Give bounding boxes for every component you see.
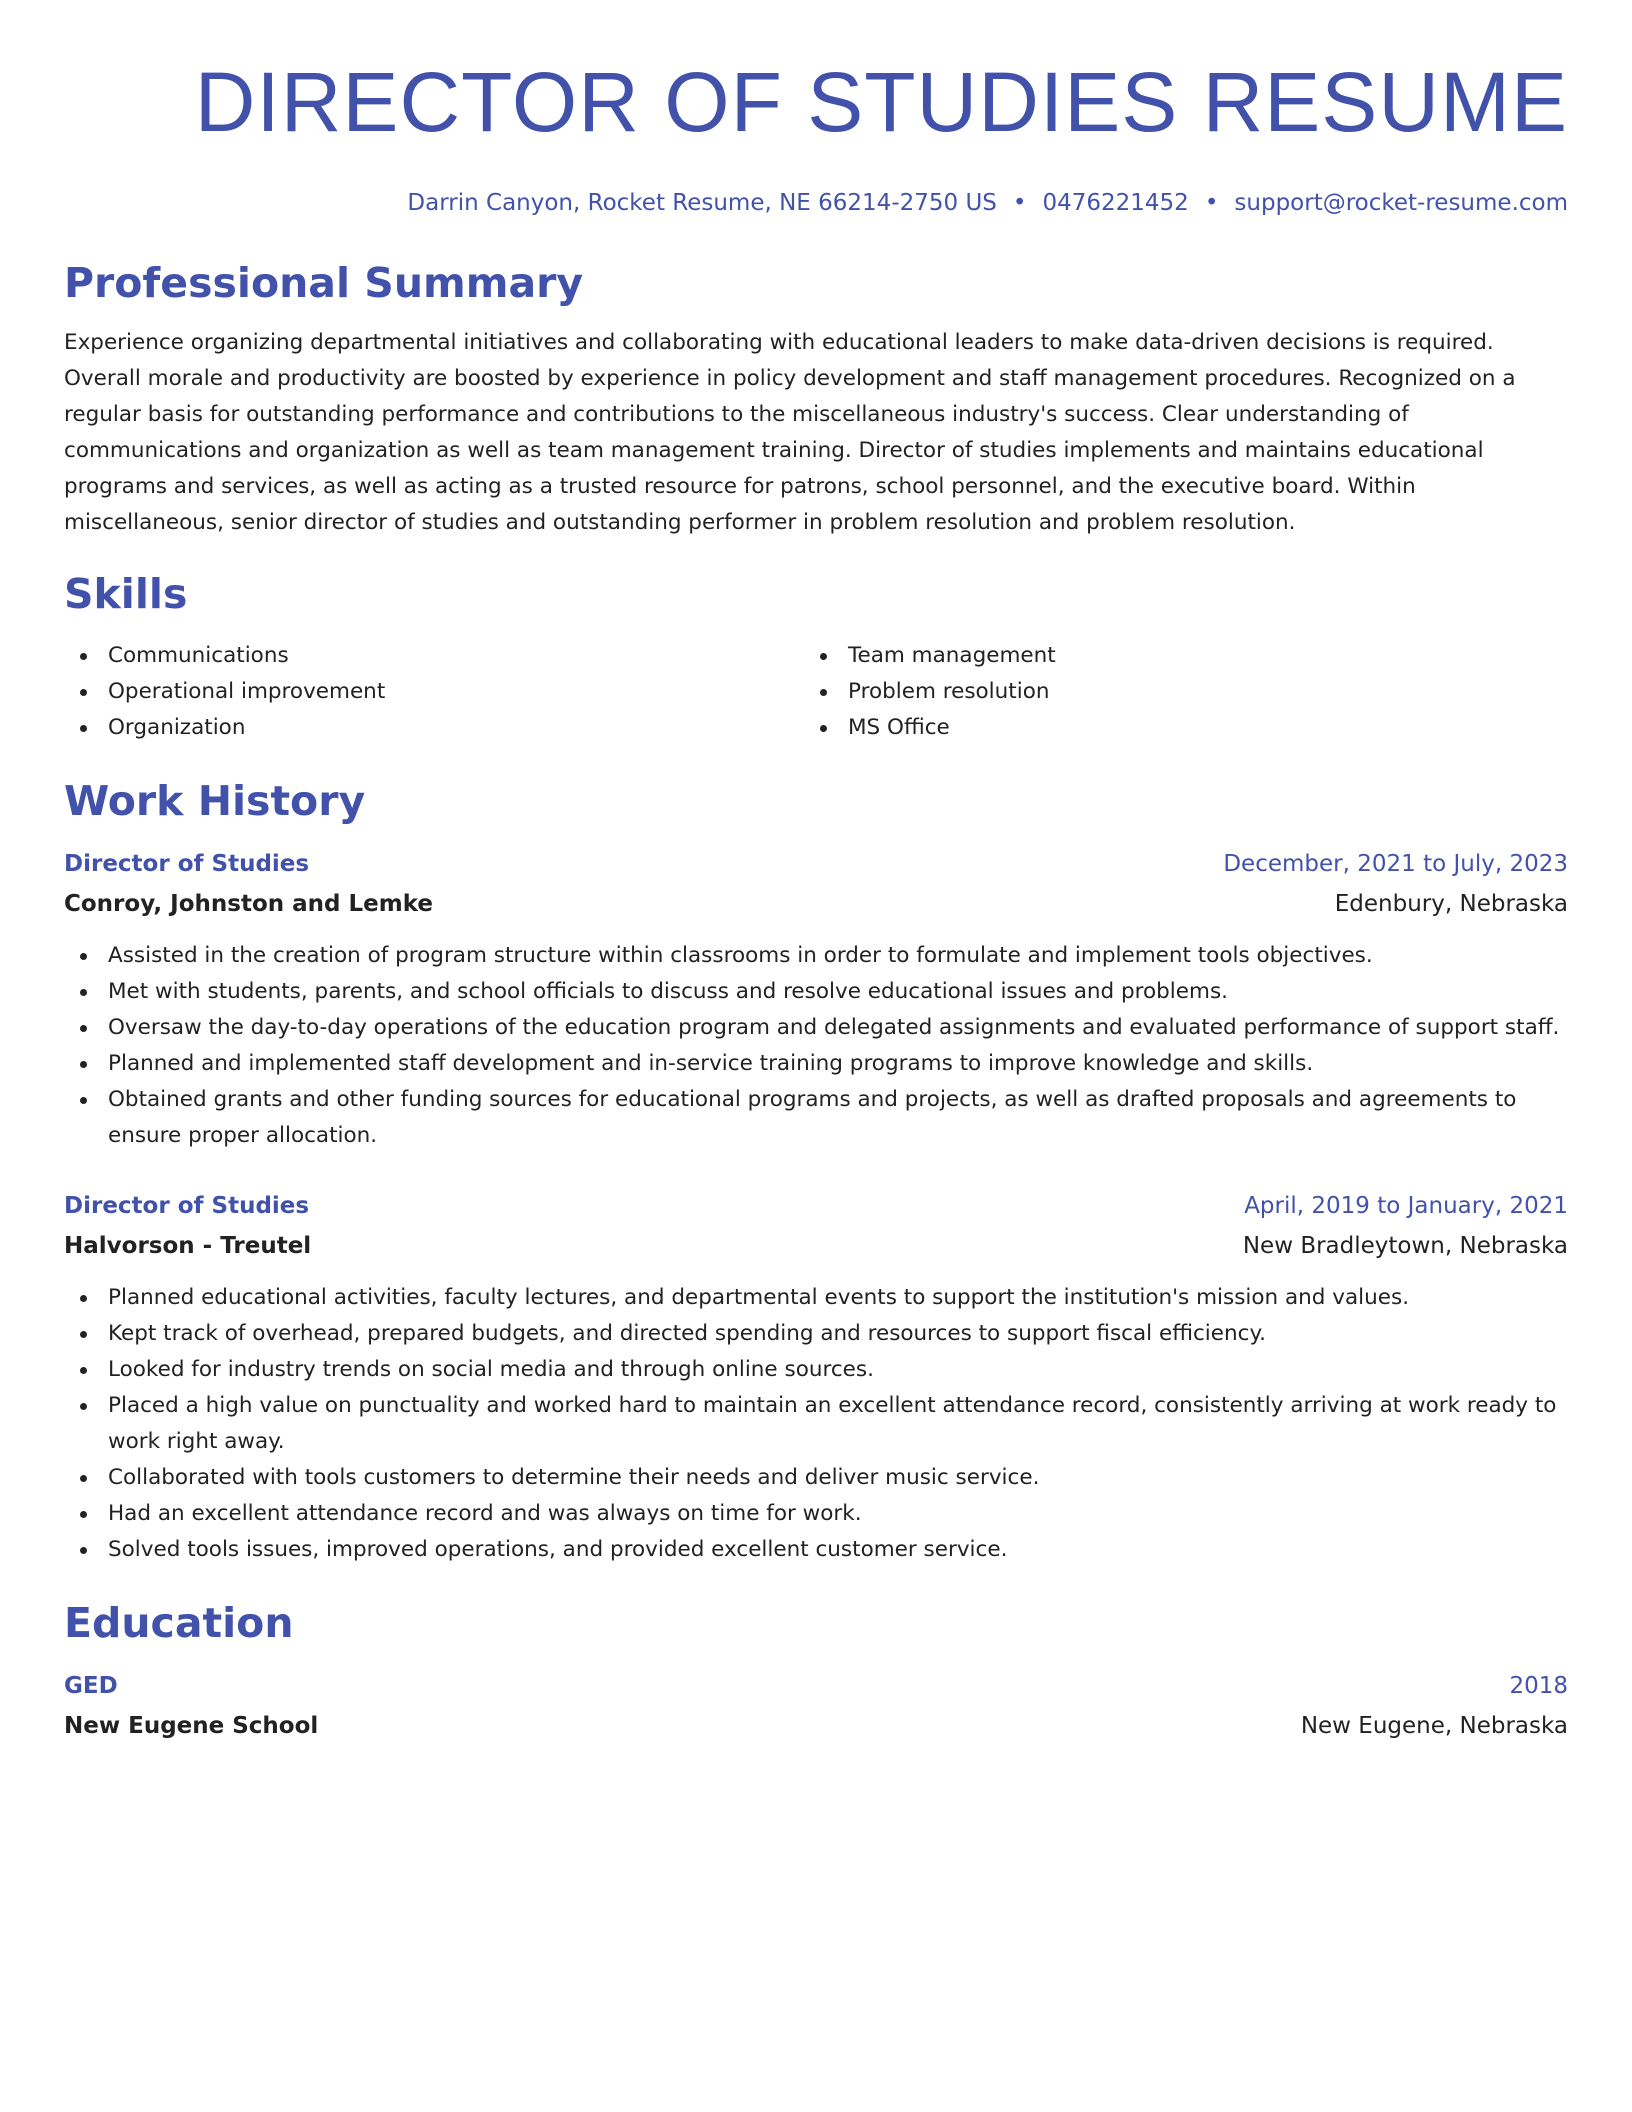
skill-item: Communications	[64, 638, 804, 674]
skill-item: Operational improvement	[64, 674, 804, 710]
skills-heading: Skills	[64, 570, 188, 618]
job-bullet: Planned and implemented staff development and in-service training programs to improve knowledge and skills.	[64, 1046, 1568, 1082]
skills-list	[64, 638, 1568, 746]
job-bullet: Planned educational activities, faculty lectures, and departmental events to support the institution's mission and values.	[64, 1280, 1568, 1316]
contact-phone: 0476221452	[1042, 190, 1189, 216]
skill-item: Organization	[64, 710, 804, 746]
work-history-heading: Work History	[64, 777, 366, 825]
job-header	[64, 846, 1568, 882]
job-dates: December, 2021 to July, 2023	[1223, 851, 1568, 877]
education-degree: GED	[64, 1673, 118, 1699]
contact-separator: •	[1012, 190, 1027, 216]
job-location: Edenbury, Nebraska	[1334, 891, 1568, 917]
job-company: Conroy, Johnston and Lemke	[64, 891, 433, 917]
education-header	[64, 1668, 1568, 1704]
job-bullet: Looked for industry trends on social media and through online sources.	[64, 1352, 1568, 1388]
contact-separator: •	[1204, 190, 1219, 216]
job-bullet: Solved tools issues, improved operations, and provided excellent customer service.	[64, 1532, 1568, 1568]
skill-item: MS Office	[804, 710, 1544, 746]
education-school: New Eugene School	[64, 1713, 319, 1739]
contact-email: support@rocket-resume.com	[1234, 190, 1568, 216]
job-location: New Bradleytown, Nebraska	[1242, 1233, 1568, 1259]
job-bullet: Obtained grants and other funding sources for educational programs and projects, as well as drafted proposals and agreements to ensure proper allocation.	[64, 1082, 1568, 1154]
job-bullet: Placed a high value on punctuality and worked hard to maintain an excellent attendance record, consistently arriving at work ready to work right away.	[64, 1388, 1568, 1460]
job-bullet: Oversaw the day-to-day operations of the education program and delegated assignments and evaluated performance of support staff.	[64, 1010, 1568, 1046]
contact-address: Darrin Canyon, Rocket Resume, NE 66214-2750 US	[407, 190, 997, 216]
skills-column-right	[804, 638, 1544, 746]
job-bullet: Kept track of overhead, prepared budgets, and directed spending and resources to support fiscal efficiency.	[64, 1316, 1568, 1352]
job-employer-row	[64, 882, 1568, 922]
education-entry	[64, 1668, 1568, 1744]
job-bullet: Met with students, parents, and school officials to discuss and resolve educational issues and problems.	[64, 974, 1568, 1010]
education-year: 2018	[1509, 1673, 1568, 1699]
skills-column-left	[64, 638, 804, 746]
skill-item: Team management	[804, 638, 1544, 674]
job-bullets	[64, 1280, 1568, 1568]
job-header	[64, 1188, 1568, 1224]
skill-item: Problem resolution	[804, 674, 1544, 710]
summary-text: Experience organizing departmental initiatives and collaborating with educational leaders to make data-driven decisions is required. Overall morale and productivity are boosted by experience in policy development and staff management procedures. Recognized on a regular basis for outstanding performance and contributions to the miscellaneous industry's success. Clear understanding of communications and organization as well as team management training. Director of studies implements and maintains educational programs and services, as well as acting as a trusted resource for patrons, school personnel, and the executive board. Within miscellaneous, senior director of studies and outstanding performer in problem resolution and problem resolution.	[64, 330, 1516, 535]
job-bullets	[64, 938, 1568, 1154]
education-heading: Education	[64, 1599, 294, 1647]
job-employer-row	[64, 1224, 1568, 1264]
job-entry	[64, 1188, 1568, 1568]
education-school-row	[64, 1704, 1568, 1744]
job-entry	[64, 846, 1568, 1154]
job-role: Director of Studies	[64, 1193, 310, 1219]
job-bullet: Assisted in the creation of program structure within classrooms in order to formulate and implement tools objectives.	[64, 938, 1568, 974]
contact-line	[64, 188, 1568, 218]
job-bullet: Collaborated with tools customers to determine their needs and deliver music service.	[64, 1460, 1568, 1496]
summary-heading: Professional Summary	[64, 259, 584, 307]
job-role: Director of Studies	[64, 851, 310, 877]
job-company: Halvorson - Treutel	[64, 1233, 312, 1259]
job-bullet: Had an excellent attendance record and was always on time for work.	[64, 1496, 1568, 1532]
education-location: New Eugene, Nebraska	[1300, 1713, 1568, 1739]
resume-title: DIRECTOR OF STUDIES RESUME	[194, 55, 1568, 149]
job-dates: April, 2019 to January, 2021	[1244, 1193, 1568, 1219]
